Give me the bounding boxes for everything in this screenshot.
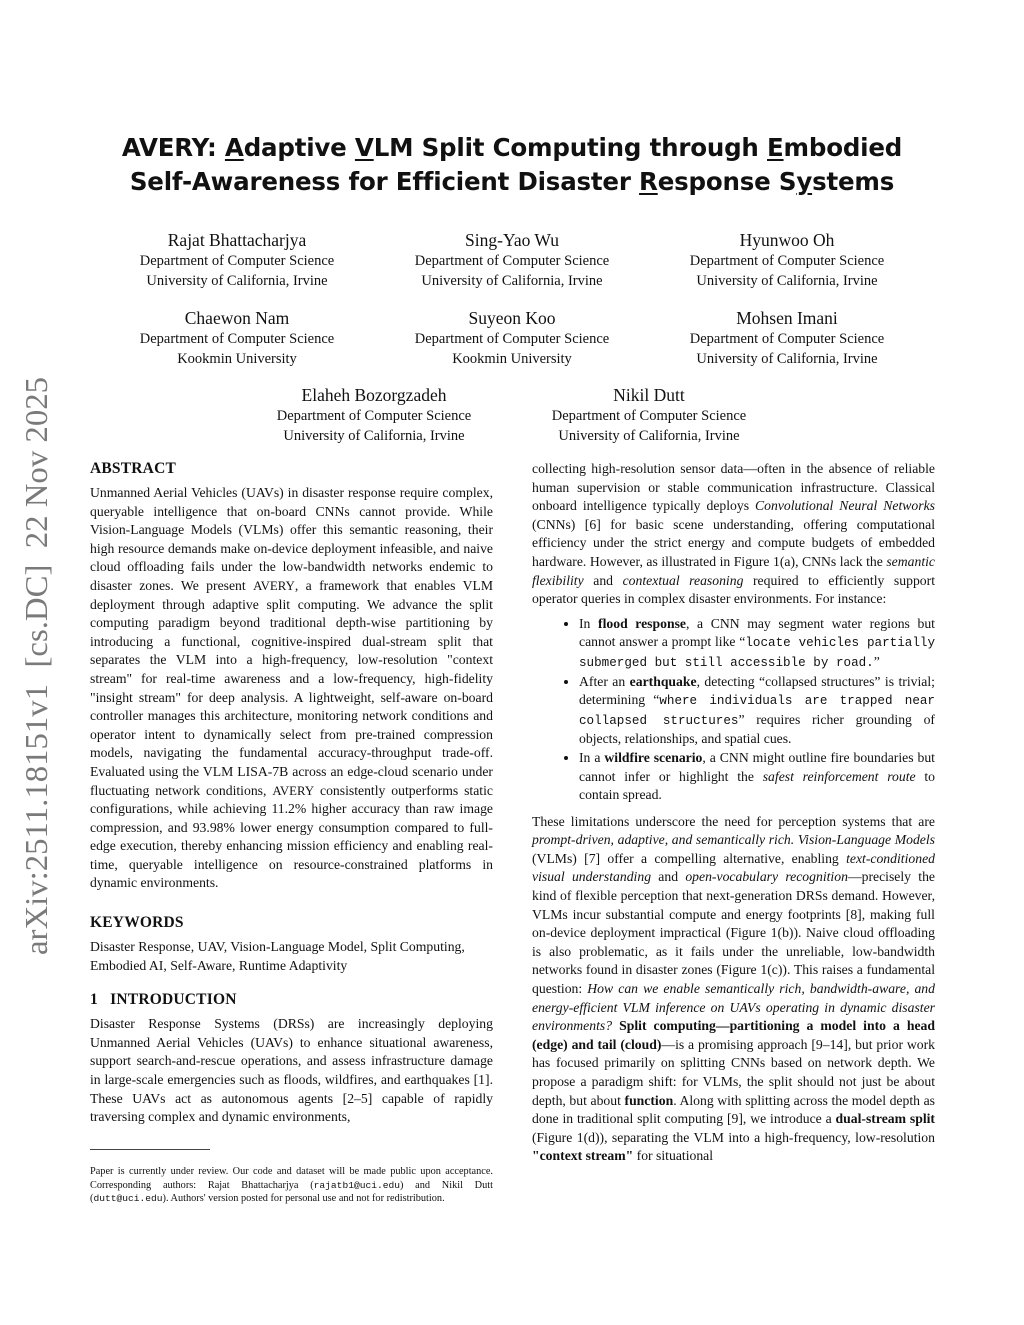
title-line-1: AVERY: Adaptive VLM Split Computing through Embodied bbox=[121, 133, 903, 162]
author-name: Sing-Yao Wu bbox=[465, 230, 559, 250]
author-institution: University of California, Irvine bbox=[696, 351, 878, 367]
footnote-rule bbox=[90, 1149, 210, 1150]
author-department: Department of Computer Science bbox=[551, 408, 747, 424]
abstract-text: Unmanned Aerial Vehicles (UAVs) in disaster response require complex, queryable intelligence that on-board CNNs cannot provide. While Vision-Language Models (VLMs) offer this semantic reasoning, their high resource demands make on-device deployment infeasible, and naive cloud offloading fails under the low-bandwidth networks endemic to disaster zones. We present AVERY, a framework that enables VLM deployment through adaptive split computing. We advance the split computing paradigm beyond traditional depth-wise partitioning by introducing a functional, cognitive-inspired dual-stream split that separates the VLM into a high-frequency, low-resolution "context stream" for real-time awareness and a low-frequency, high-fidelity "insight stream" for deep analysis. A lightweight, self-aware on-board controller manages this architecture, monitoring network conditions and operator intent to dynamically select from pre-trained compression models, navigating the fundamental accuracy-throughput trade-off. Evaluated using the VLM LISA-7B across an edge-cloud scenario under fluctuating network conditions, AVERY consistently outperforms static configurations, while achieving 11.2% higher accuracy than raw image compression, and 93.98% lower energy consumption compared to full-edge execution, thereby enhancing mission efficiency and enabling real-time, queryable intelligence on resource-constrained platforms in dynamic environments. bbox=[90, 485, 493, 891]
introduction-heading: 1 INTRODUCTION bbox=[90, 991, 237, 1009]
paper-title bbox=[90, 131, 934, 199]
arxiv-stamp bbox=[2, 370, 62, 960]
example-list bbox=[532, 615, 935, 805]
author-block bbox=[367, 229, 657, 291]
author-institution: University of California, Irvine bbox=[421, 273, 603, 289]
author-department: Department of Computer Science bbox=[689, 253, 885, 269]
author-block bbox=[92, 307, 382, 369]
author-department: Department of Computer Science bbox=[139, 331, 335, 347]
author-institution: University of California, Irvine bbox=[146, 273, 328, 289]
author-name: Mohsen Imani bbox=[736, 308, 838, 328]
arxiv-stamp-text: arXiv:2511.18151v1 [cs.DC] 22 Nov 2025 bbox=[18, 390, 54, 955]
abstract-heading: ABSTRACT bbox=[90, 460, 177, 477]
author-institution: University of California, Irvine bbox=[558, 428, 740, 444]
author-name: Suyeon Koo bbox=[468, 308, 556, 328]
list-item: • In flood response, a CNN may segment water regions but cannot answer a prompt like “locate vehicles partially submerged but still accessible by road.” bbox=[579, 615, 935, 673]
author-institution: University of California, Irvine bbox=[696, 273, 878, 289]
author-department: Department of Computer Science bbox=[414, 253, 610, 269]
footnote: Paper is currently under review. Our code and dataset will be made public upon acceptance. Corresponding authors: Rajat Bhattacharjya (rajatb1@uci.edu) and Nikil Dutt (dutt@uci.edu). Authors' version posted for personal use and not for redistribution. bbox=[90, 1166, 493, 1205]
author-block bbox=[92, 229, 382, 291]
left-column bbox=[90, 459, 493, 1127]
author-block bbox=[229, 384, 519, 446]
title-line-2: Self-Awareness for Efficient Disaster Response Systems bbox=[129, 167, 895, 196]
author-name: Hyunwoo Oh bbox=[739, 230, 835, 250]
author-department: Department of Computer Science bbox=[414, 331, 610, 347]
author-department: Department of Computer Science bbox=[139, 253, 335, 269]
author-name: Chaewon Nam bbox=[184, 308, 290, 328]
intro-paragraph: collecting high-resolution sensor data—often in the absence of reliable human supervision or stable communication infrastructure. Classical onboard intelligence typically deploys Convolutional Neural Networks (CNNs) [6] for basic scene understanding, offering computational efficiency under the strict energy and compute budgets of embedded hardware. However, as illustrated in Figure 1(a), CNNs lack the semantic flexibility and contextual reasoning required to efficiently support operator queries in complex disaster environments. For instance: bbox=[532, 461, 935, 607]
author-department: Department of Computer Science bbox=[689, 331, 885, 347]
author-block bbox=[504, 384, 794, 446]
introduction-text: Disaster Response Systems (DRSs) are increasingly deploying Unmanned Aerial Vehicles (UAVs) to enhance situational awareness, support search-and-rescue operations, and assess infrastructure damage in large-scale emergencies such as floods, wildfires, and earthquakes [1]. These UAVs act as autonomous agents [2–5] capable of rapidly traversing complex and dynamic environments, bbox=[90, 1016, 493, 1125]
author-name: Rajat Bhattacharjya bbox=[167, 230, 307, 250]
keywords-text: Disaster Response, UAV, Vision-Language Model, Split Computing, Embodied AI, Self-Aware, Runtime Adaptivity bbox=[90, 939, 465, 973]
list-item: • After an earthquake, detecting “collapsed structures” is trivial; determining “where individuals are trapped near collapsed structures” requires richer grounding of objects, relationships, and spatial cues. bbox=[579, 673, 935, 749]
keywords-heading: KEYWORDS bbox=[90, 914, 184, 932]
author-institution: Kookmin University bbox=[452, 351, 572, 367]
author-institution: University of California, Irvine bbox=[283, 428, 465, 444]
author-block bbox=[642, 229, 932, 291]
author-department: Department of Computer Science bbox=[276, 408, 472, 424]
author-block bbox=[367, 307, 657, 369]
author-block bbox=[642, 307, 932, 369]
author-institution: Kookmin University bbox=[177, 351, 297, 367]
author-name: Nikil Dutt bbox=[613, 385, 685, 405]
list-item: • In a wildfire scenario, a CNN might outline fire boundaries but cannot infer or highlight the safest reinforcement route to contain spread. bbox=[579, 749, 935, 805]
right-column bbox=[532, 460, 935, 1166]
author-name: Elaheh Bozorgzadeh bbox=[301, 385, 447, 405]
intro-paragraph: These limitations underscore the need for perception systems that are prompt-driven, adaptive, and semantically rich. Vision-Language Models (VLMs) [7] offer a compelling alternative, enabling text-conditioned visual understanding and open-vocabulary recognition—precisely the kind of flexible perception that next-generation DRSs demand. However, VLMs incur substantial compute and energy footprints [8], making full on-device deployment impractical (Figure 1(b)). Naive cloud offloading is also problematic, as it fails under the unreliable, low-bandwidth networks found in disaster zones (Figure 1(c)). This raises a fundamental question: How can we enable semantically rich, bandwidth-aware, and energy-efficient VLM inference on UAVs operating in dynamic disaster environments? Split computing—partitioning a model into a head (edge) and tail (cloud)—is a promising approach [9–14], but prior work has focused primarily on splitting CNNs based on network depth. We propose a paradigm shift: for VLMs, the split should not just be about depth, but about function. Along with splitting across the model depth as done in traditional split computing [9], we introduce a dual-stream split (Figure 1(d)), separating the VLM into a high-frequency, low-resolution "context stream" for situational bbox=[532, 813, 935, 1164]
